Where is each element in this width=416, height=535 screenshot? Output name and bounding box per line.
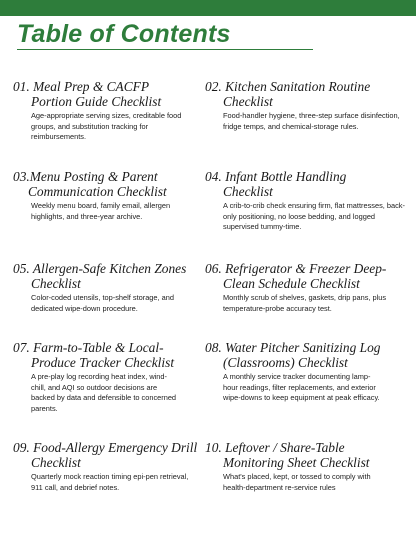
entry-title-line1: Infant Bottle Handling bbox=[225, 169, 347, 184]
entry-title-line2: Communication Checklist bbox=[28, 183, 167, 199]
entry-title-line2: Checklist bbox=[223, 183, 273, 199]
entry-description: Monthly scrub of shelves, gaskets, drip pans, plus temperature-probe accuracy test. bbox=[223, 293, 387, 313]
header-band bbox=[0, 0, 416, 16]
entry-title-line1: Food-Allergy Emergency Drill bbox=[33, 440, 198, 455]
entry-description: Color-coded utensils, top-shelf storage, and dedicated wipe-down procedure. bbox=[31, 293, 174, 313]
entry-heading bbox=[205, 262, 408, 291]
entry-number: 07. bbox=[13, 340, 30, 355]
entry-title-line2: Checklist bbox=[31, 275, 81, 291]
entry-title-line1: Allergen-Safe Kitchen Zones bbox=[32, 261, 187, 276]
entry-number: 08. bbox=[205, 340, 222, 355]
entry-title-line2: Monitoring Sheet Checklist bbox=[223, 454, 370, 470]
entry-number: 04. bbox=[205, 169, 222, 184]
entry-heading bbox=[13, 170, 199, 199]
entry-title-line1: Leftover / Share-Table bbox=[225, 440, 345, 455]
entry-heading bbox=[205, 80, 405, 109]
entry-heading bbox=[13, 341, 199, 370]
toc-entry-03 bbox=[13, 170, 199, 222]
entry-heading bbox=[205, 170, 405, 199]
entry-number: 10. bbox=[205, 440, 222, 455]
entry-description: Weekly menu board, family email, allergen highlights, and three-year archive. bbox=[31, 201, 171, 221]
entry-title-line2: (Classrooms) Checklist bbox=[223, 354, 348, 370]
entry-title-line2: Produce Tracker Checklist bbox=[31, 354, 175, 370]
entry-title-line1: Refrigerator & Freezer Deep- bbox=[225, 261, 387, 276]
entry-title-line1: Water Pitcher Sanitizing Log bbox=[225, 340, 381, 355]
toc-entry-10 bbox=[205, 441, 405, 493]
entry-heading bbox=[13, 262, 199, 291]
entry-description: A pre-play log recording heat index, wind-chill, and AQI so outdoor decisions are backed by data and defensible to concerned parents. bbox=[31, 372, 177, 413]
toc-entry-09 bbox=[13, 441, 199, 493]
entry-description: Age-appropriate serving sizes, creditable food groups, and substitution tracking for reimbursements. bbox=[31, 111, 182, 142]
toc-entry-07 bbox=[13, 341, 199, 414]
entry-description: Food-handler hygiene, three-step surface disinfection, fridge temps, and chemical-storage rules. bbox=[223, 111, 400, 131]
entry-number: 03. bbox=[13, 169, 30, 184]
entry-description: A crib-to-crib check ensuring firm, flat mattresses, back-only positioning, no loose bedding, and logged supervised tummy-time. bbox=[223, 201, 405, 232]
entry-number: 02. bbox=[205, 79, 222, 94]
entry-heading bbox=[205, 441, 405, 470]
entry-title-line1: Kitchen Sanitation Routine bbox=[225, 79, 371, 94]
entry-title-line2: Checklist bbox=[223, 93, 273, 109]
title-underline bbox=[17, 49, 313, 50]
entry-number: 06. bbox=[205, 261, 222, 276]
entry-description: What's placed, kept, or tossed to comply with health-department re-service rules bbox=[223, 472, 371, 492]
entry-title-line1: Farm-to-Table & Local- bbox=[33, 340, 164, 355]
toc-entry-08 bbox=[205, 341, 405, 404]
entry-description: A monthly service tracker documenting lamp-hour readings, filter replacements, and exterior wipe-downs to keep equipment at peak efficacy. bbox=[223, 372, 380, 403]
entry-number: 01. bbox=[13, 79, 30, 94]
entry-heading bbox=[13, 80, 199, 109]
entry-title-line2: Checklist bbox=[31, 454, 81, 470]
entry-description: Quarterly mock reaction timing epi-pen retrieval, 911 call, and debrief notes. bbox=[31, 472, 189, 492]
entry-heading bbox=[205, 341, 405, 370]
toc-entry-02 bbox=[205, 80, 405, 132]
entry-title-line2: Portion Guide Checklist bbox=[31, 93, 162, 109]
entry-title-line1: Menu Posting & Parent bbox=[29, 169, 158, 184]
toc-entry-04 bbox=[205, 170, 405, 233]
entry-title-line1: Meal Prep & CACFP bbox=[33, 79, 150, 94]
page-title: Table of Contents bbox=[17, 20, 231, 48]
entry-heading bbox=[13, 441, 199, 470]
toc-entry-06 bbox=[205, 262, 408, 314]
entry-title-line2: Clean Schedule Checklist bbox=[223, 275, 360, 291]
entry-number: 05. bbox=[13, 261, 30, 276]
toc-entry-05 bbox=[13, 262, 199, 314]
entry-number: 09. bbox=[13, 440, 30, 455]
toc-entry-01 bbox=[13, 80, 199, 143]
